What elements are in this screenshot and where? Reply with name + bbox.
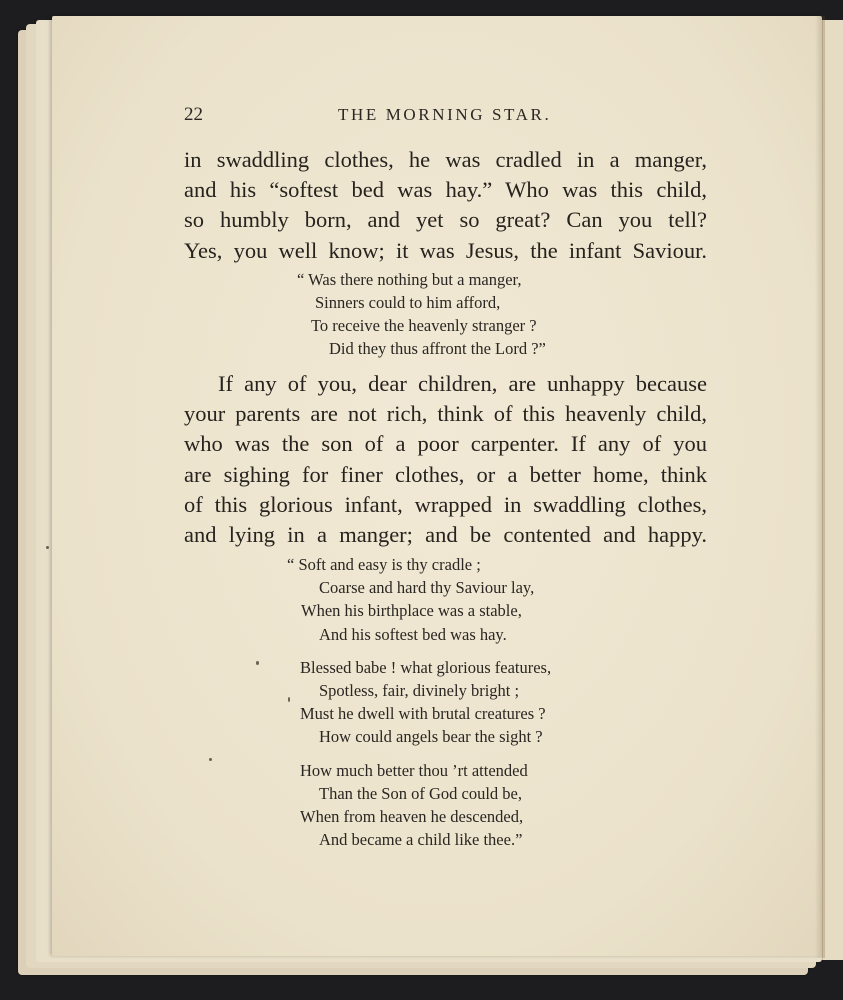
paper-speck — [209, 758, 212, 761]
gutter-shadow — [815, 16, 825, 958]
paragraph-line: are sighing for finer clothes, or a better home, think — [184, 461, 707, 487]
verse-line: Coarse and hard thy Saviour lay, — [319, 578, 535, 598]
paragraph-line: who was the son of a poor carpenter. If any of you — [184, 431, 707, 457]
verse-line: “ Soft and easy is thy cradle ; — [287, 555, 481, 574]
verse-line: To receive the heavenly stranger ? — [311, 316, 537, 335]
verse-line: Must he dwell with brutal creatures ? — [300, 704, 546, 724]
verse-line: When his birthplace was a stable, — [301, 601, 522, 621]
stanza-gap — [287, 749, 551, 759]
paragraph-2 — [184, 369, 707, 550]
paragraph-line: and his “softest bed was hay.” Who was this child, — [184, 177, 707, 203]
paper-speck — [288, 697, 290, 702]
page-header — [184, 104, 714, 128]
paragraph-line: and lying in a manger; and be contented and happy. — [184, 522, 707, 548]
verse-line: Spotless, fair, divinely bright ; — [319, 681, 520, 701]
verse-2 — [287, 553, 551, 851]
verse-line: “ Was there nothing but a manger, — [297, 270, 522, 289]
paper-speck — [256, 661, 259, 665]
verse-line: And his softest bed was hay. — [319, 624, 507, 644]
verse-line: Blessed babe ! what glorious features, — [300, 657, 552, 677]
paragraph-line: in swaddling clothes, he was cradled in a manger, — [184, 147, 707, 172]
page-number: 22 — [184, 104, 203, 125]
stanza-gap — [287, 646, 551, 656]
verse-line: And became a child like thee.” — [319, 830, 523, 850]
verse-line: Sinners could to him afford, — [315, 293, 501, 312]
verse-line: How much better thou ’rt attended — [300, 760, 528, 780]
paragraph-line: of this glorious infant, wrapped in swaddling clothes, — [184, 491, 707, 517]
paragraph-line: your parents are not rich, think of this heavenly child, — [184, 401, 707, 427]
verse-line: Did they thus affront the Lord ?” — [329, 339, 546, 358]
next-page-edge — [822, 20, 843, 960]
paper-speck — [46, 546, 49, 549]
verse-line: How could angels bear the sight ? — [319, 727, 543, 747]
verse-line: When from heaven he descended, — [300, 807, 524, 827]
paragraph-line: If any of you, dear children, are unhappy because — [218, 371, 707, 396]
paragraph-line: so humbly born, and yet so great? Can you tell? — [184, 207, 707, 233]
paragraph-1 — [184, 145, 707, 266]
paragraph-line: Yes, you well know; it was Jesus, the infant Saviour. — [184, 237, 707, 263]
running-title: THE MORNING STAR. — [338, 105, 552, 124]
verse-line: Than the Son of God could be, — [319, 783, 523, 803]
verse-1 — [297, 268, 546, 360]
